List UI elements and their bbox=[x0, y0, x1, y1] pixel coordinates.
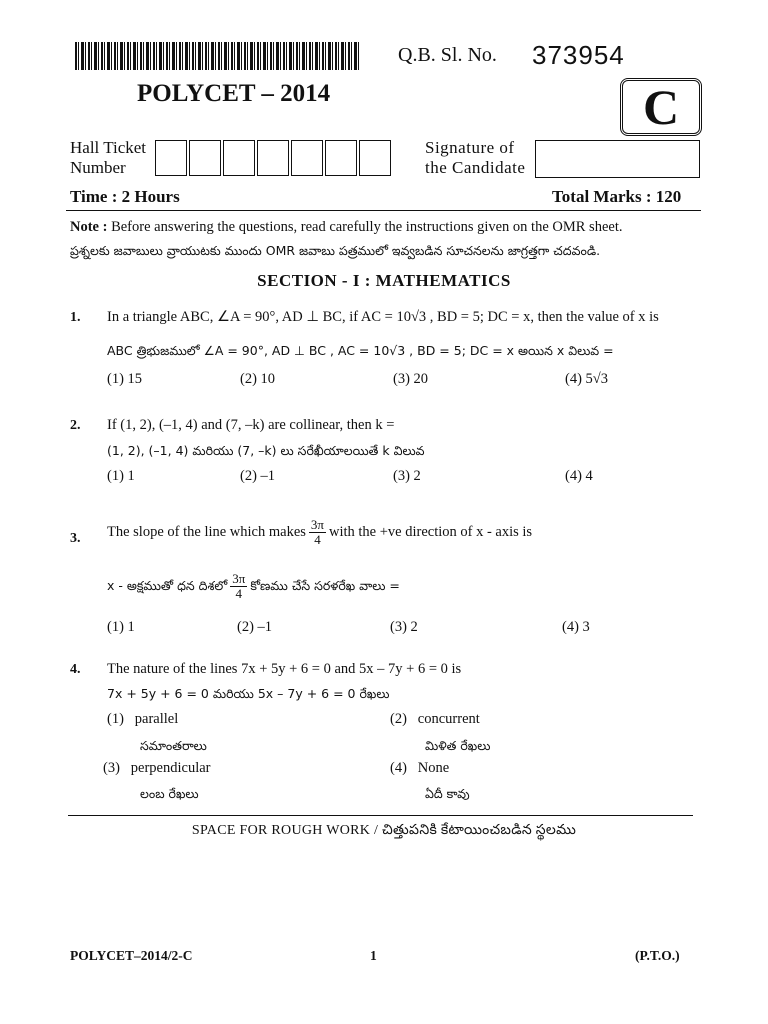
time-duration: Time : 2 Hours bbox=[70, 187, 180, 206]
fraction-3pi-over-4: $\frac{3\pi}{4}$ bbox=[232, 571, 246, 601]
qb-serial-number: 373954 bbox=[532, 40, 625, 70]
hall-ticket-digit-box[interactable] bbox=[223, 140, 255, 176]
question-text: The slope of the line which makes $\frac{3\pi}{4}$ with the +ve direction of x - axis is bbox=[107, 517, 533, 547]
option-3: (3) 20 bbox=[393, 371, 429, 387]
option-2: (2) –1 bbox=[240, 468, 276, 484]
option-1-telugu: సమాంతరాలు bbox=[140, 738, 207, 753]
question-text-telugu: (1, 2), (–1, 4) మరియు (7, –k) లు సరేఖీయాలయితే k విలువ bbox=[107, 443, 425, 458]
question-text-telugu: ABC త్రిభుజములో ∠A = 90°, AD ⊥ BC , AC = 10√3 , BD = 5; DC = x అయిన x విలువ = bbox=[107, 343, 614, 358]
note-instructions: Note : Before answering the questions, read carefully the instructions given on the OMR sheet. bbox=[70, 219, 623, 235]
option-2: (2) concurrent bbox=[390, 711, 480, 727]
option-4: (4) 5√3 bbox=[565, 371, 608, 387]
question-text-telugu: x - అక్షముతో ధన దిశలో $\frac{3\pi}{4}$ కోణము చేసే సరళరేఖ వాలు = bbox=[107, 571, 400, 601]
footer-paper-code: POLYCET–2014/2-C bbox=[70, 948, 193, 963]
fraction-3pi-over-4: $\frac{3\pi}{4}$ bbox=[310, 517, 324, 547]
hall-ticket-digit-box[interactable] bbox=[291, 140, 323, 176]
qb-serial-label: Q.B. Sl. No. bbox=[398, 44, 497, 66]
option-2: (2) –1 bbox=[237, 619, 273, 635]
hall-ticket-digit-box[interactable] bbox=[325, 140, 357, 176]
note-instructions-telugu: ప్రశ్నలకు జవాబులు వ్రాయుటకు ముందు OMR జవాబు పత్రములో ఇవ్వబడిన సూచనలను జాగ్రత్తగా చదవండి. bbox=[70, 243, 601, 258]
hall-ticket-digit-box[interactable] bbox=[359, 140, 391, 176]
rough-work-divider bbox=[68, 815, 693, 816]
rough-work-label: SPACE FOR ROUGH WORK / చిత్తుపనికి కేటాయించబడిన స్థలము bbox=[191, 823, 577, 838]
option-1: (1) 1 bbox=[107, 468, 135, 484]
question-number: 3. bbox=[70, 531, 81, 546]
option-2: (2) 10 bbox=[240, 371, 276, 387]
question-set-code: C bbox=[620, 78, 702, 136]
signature-label: Signature of the Candidate bbox=[425, 138, 526, 177]
hall-ticket-digit-box[interactable] bbox=[257, 140, 289, 176]
question-text-telugu: 7x + 5y + 6 = 0 మరియు 5x – 7y + 6 = 0 రేఖలు bbox=[107, 686, 390, 701]
option-4-telugu: ఏదీ కావు bbox=[425, 786, 470, 801]
page-number: 1 bbox=[370, 948, 377, 963]
question-number: 4. bbox=[70, 662, 81, 677]
barcode bbox=[75, 42, 360, 70]
option-4: (4) 4 bbox=[565, 468, 593, 484]
hall-ticket-label: Hall Ticket Number bbox=[70, 138, 147, 177]
question-number: 2. bbox=[70, 418, 81, 433]
exam-title: POLYCET – 2014 bbox=[137, 80, 331, 107]
section-title: SECTION - I : MATHEMATICS bbox=[257, 271, 511, 290]
option-2-telugu: మిళిత రేఖలు bbox=[425, 738, 491, 753]
question-text: In a triangle ABC, ∠A = 90°, AD ⊥ BC, if AC = 10√3 , BD = 5; DC = x, then the value of x is bbox=[107, 309, 659, 325]
option-1: (1) 1 bbox=[107, 619, 135, 635]
signature-box[interactable] bbox=[535, 140, 700, 178]
hall-ticket-number-boxes[interactable] bbox=[155, 140, 393, 176]
option-4: (4) 3 bbox=[562, 619, 590, 635]
option-3-telugu: లంబ రేఖలు bbox=[140, 786, 199, 801]
question-text: If (1, 2), (–1, 4) and (7, –k) are collinear, then k = bbox=[107, 417, 395, 433]
option-1: (1) 15 bbox=[107, 371, 143, 387]
option-3: (3) 2 bbox=[390, 619, 418, 635]
option-1: (1) parallel bbox=[107, 711, 179, 727]
header-divider bbox=[66, 210, 701, 211]
total-marks: Total Marks : 120 bbox=[552, 187, 682, 206]
hall-ticket-digit-box[interactable] bbox=[155, 140, 187, 176]
question-number: 1. bbox=[70, 310, 81, 325]
question-text: The nature of the lines 7x + 5y + 6 = 0 and 5x – 7y + 6 = 0 is bbox=[107, 661, 462, 677]
hall-ticket-digit-box[interactable] bbox=[189, 140, 221, 176]
pto-label: (P.T.O.) bbox=[635, 948, 680, 963]
option-4: (4) None bbox=[390, 760, 450, 776]
option-3: (3) perpendicular bbox=[103, 760, 211, 776]
option-3: (3) 2 bbox=[393, 468, 421, 484]
